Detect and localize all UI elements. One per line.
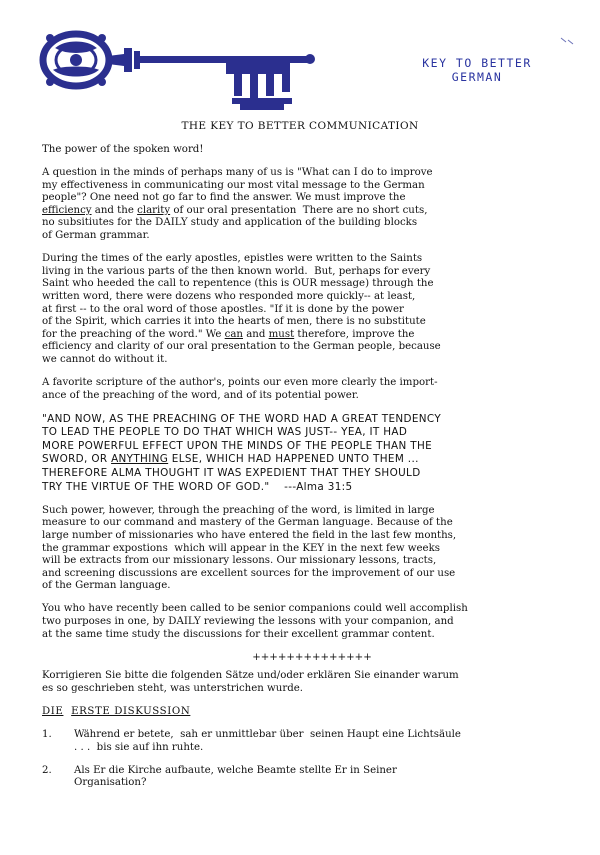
p6-line-1: Korrigieren Sie bitte die folgenden Sätze und/oder erklären Sie einander warum <box>42 670 459 682</box>
list-item-line-1: Als Er die Kirche aufbaute, welche Beamte stellte Er in Seiner <box>74 764 397 776</box>
list-item-number: 1. <box>42 729 52 741</box>
p2-line-9: we cannot do without it. <box>42 353 168 365</box>
heading-word-die: DIE <box>42 705 64 717</box>
quote-line-6: TRY THE VIRTUE OF THE WORD OF GOD." ---Alma 31:5 <box>42 480 353 493</box>
p1-line-6: of German grammar. <box>42 230 150 242</box>
underlined-efficiency: efficiency <box>42 204 92 216</box>
quote-line-1: "AND NOW, AS THE PREACHING OF THE WORD HAD A GREAT TENDENCY <box>42 412 442 425</box>
underlined-must: must <box>268 328 295 340</box>
p4-line-5: will be extracts from our missionary lessons. Our missionary lessons, tracts, <box>42 555 437 567</box>
quote-line-4 <box>42 453 582 467</box>
p4-line-3: large number of missionaries who have entered the field in the last few months, <box>42 529 457 541</box>
p2-line-6: of the Spirit, which carries it into the hearts of men, there is no substitute <box>42 316 426 328</box>
section-divider: ++++++++++++++ <box>252 651 372 663</box>
list-item-line-2: Organisation? <box>74 777 147 789</box>
quote-line-4-text-a: SWORD, OR <box>42 453 112 466</box>
p6-line-2: es so geschrieben steht, was unterstrichen wurde. <box>42 682 303 694</box>
masthead-title <box>392 56 562 84</box>
underlined-can: can <box>224 328 243 340</box>
underlined-clarity: clarity <box>137 204 171 216</box>
p4-line-2: measure to our command and mastery of the German language. Because of the <box>42 517 453 529</box>
quote-line-5: THEREFORE ALMA THOUGHT IT WAS EXPEDIENT THAT THEY SHOULD <box>42 467 421 480</box>
list-item-line-1: Während er betete, sah er unmittlebar über seinen Haupt eine Lichtsäule <box>74 729 461 741</box>
p2-line-8: efficiency and clarity of our oral presentation to the German people, because <box>42 341 441 353</box>
p4-line-6: and screening discussions are excellent sources for the improvement of our use <box>42 567 456 579</box>
p2-line-2: living in the various parts of the then known world. But, perhaps for every <box>42 265 431 277</box>
p2-line-4: written word, there were dozens who responded more quickly-- at least, <box>42 290 416 302</box>
p5-line-1: You who have recently been called to be senior companions could well accomplish <box>42 603 468 615</box>
list-item <box>42 765 582 790</box>
paragraph-5 <box>42 603 582 641</box>
masthead-line-2: GERMAN <box>451 70 503 84</box>
p2-line-7-text-a: for the preaching of the word." We <box>42 328 225 340</box>
key-logo <box>36 18 320 118</box>
heading-space <box>63 706 71 717</box>
heading-erste-diskussion: ERSTE DISKUSSION <box>71 705 191 717</box>
p1-line-4-text-b: of our oral presentation There are no short cuts, <box>170 204 428 216</box>
section-heading <box>42 706 582 719</box>
p1-line-1: A question in the minds of perhaps many of us is "What can I do to improve <box>42 167 433 179</box>
heading-line <box>42 706 582 719</box>
paragraph-6 <box>42 670 582 695</box>
intro-line: The power of the spoken word! <box>42 144 204 155</box>
corner-mark <box>560 36 574 46</box>
p3-line-2: ance of the preaching of the word, and of its potential power. <box>42 389 359 401</box>
p2-line-7-text-c: therefore, improve the <box>294 328 415 340</box>
paragraph-4 <box>42 505 582 593</box>
masthead-line-1: KEY TO BETTER <box>422 56 532 70</box>
quote-line-2: TO LEAD THE PEOPLE TO DO THAT WHICH WAS JUST-- YEA, IT HAD <box>42 426 408 439</box>
paragraph-2 <box>42 253 582 366</box>
paragraph-1 <box>42 167 582 243</box>
document-body <box>42 144 582 800</box>
p1-line-3: people"? One need not go far to find the answer. We must improve the <box>42 192 406 204</box>
p2-line-7 <box>42 329 582 342</box>
scripture-quote <box>42 413 582 495</box>
intro-paragraph <box>42 144 582 157</box>
list-item-number: 2. <box>42 764 52 776</box>
p4-line-1: Such power, however, through the preaching of the word, is limited in large <box>42 504 435 516</box>
p4-line-7: of the German language. <box>42 580 171 592</box>
p2-line-7-text-b: and <box>243 328 269 340</box>
paragraph-3 <box>42 377 582 402</box>
underlined-anything: ANYTHING <box>111 453 169 466</box>
p5-line-2: two purposes in one, by DAILY reviewing the lessons with your companion, and <box>42 616 454 627</box>
quote-line-3: MORE POWERFUL EFFECT UPON THE MINDS OF THE PEOPLE THAN THE <box>42 439 433 452</box>
p2-line-3: Saint who heeded the call to repentence (this is OUR message) through the <box>42 278 434 290</box>
p3-line-1: A favorite scripture of the author's, points our even more clearly the import- <box>42 377 438 388</box>
p2-line-1: During the times of the early apostles, epistles were written to the Saints <box>42 253 423 265</box>
quote-line-4-text-b: ELSE, WHICH HAD HAPPENED UNTO THEM ... <box>168 453 419 466</box>
document-title: THE KEY TO BETTER COMMUNICATION <box>181 120 419 132</box>
p4-line-4: the grammar expostions which will appear in the KEY in the next few weeks <box>42 542 440 554</box>
p1-line-5: no subsitiutes for the DAILY study and application of the building blocks <box>42 217 418 229</box>
p2-line-5: at first -- to the oral word of those apostles. "If it is done by the power <box>42 303 404 315</box>
p1-line-2: my effectiveness in communicating our most vital message to the German <box>42 179 425 191</box>
p5-line-3: at the same time study the discussions for their excellent grammar content. <box>42 628 435 640</box>
p1-line-4-text-a: and the <box>91 204 138 216</box>
p1-line-4 <box>42 205 582 218</box>
list-item-line-2: . . . bis sie auf ihn ruhte. <box>74 741 204 753</box>
list-item <box>42 729 582 754</box>
